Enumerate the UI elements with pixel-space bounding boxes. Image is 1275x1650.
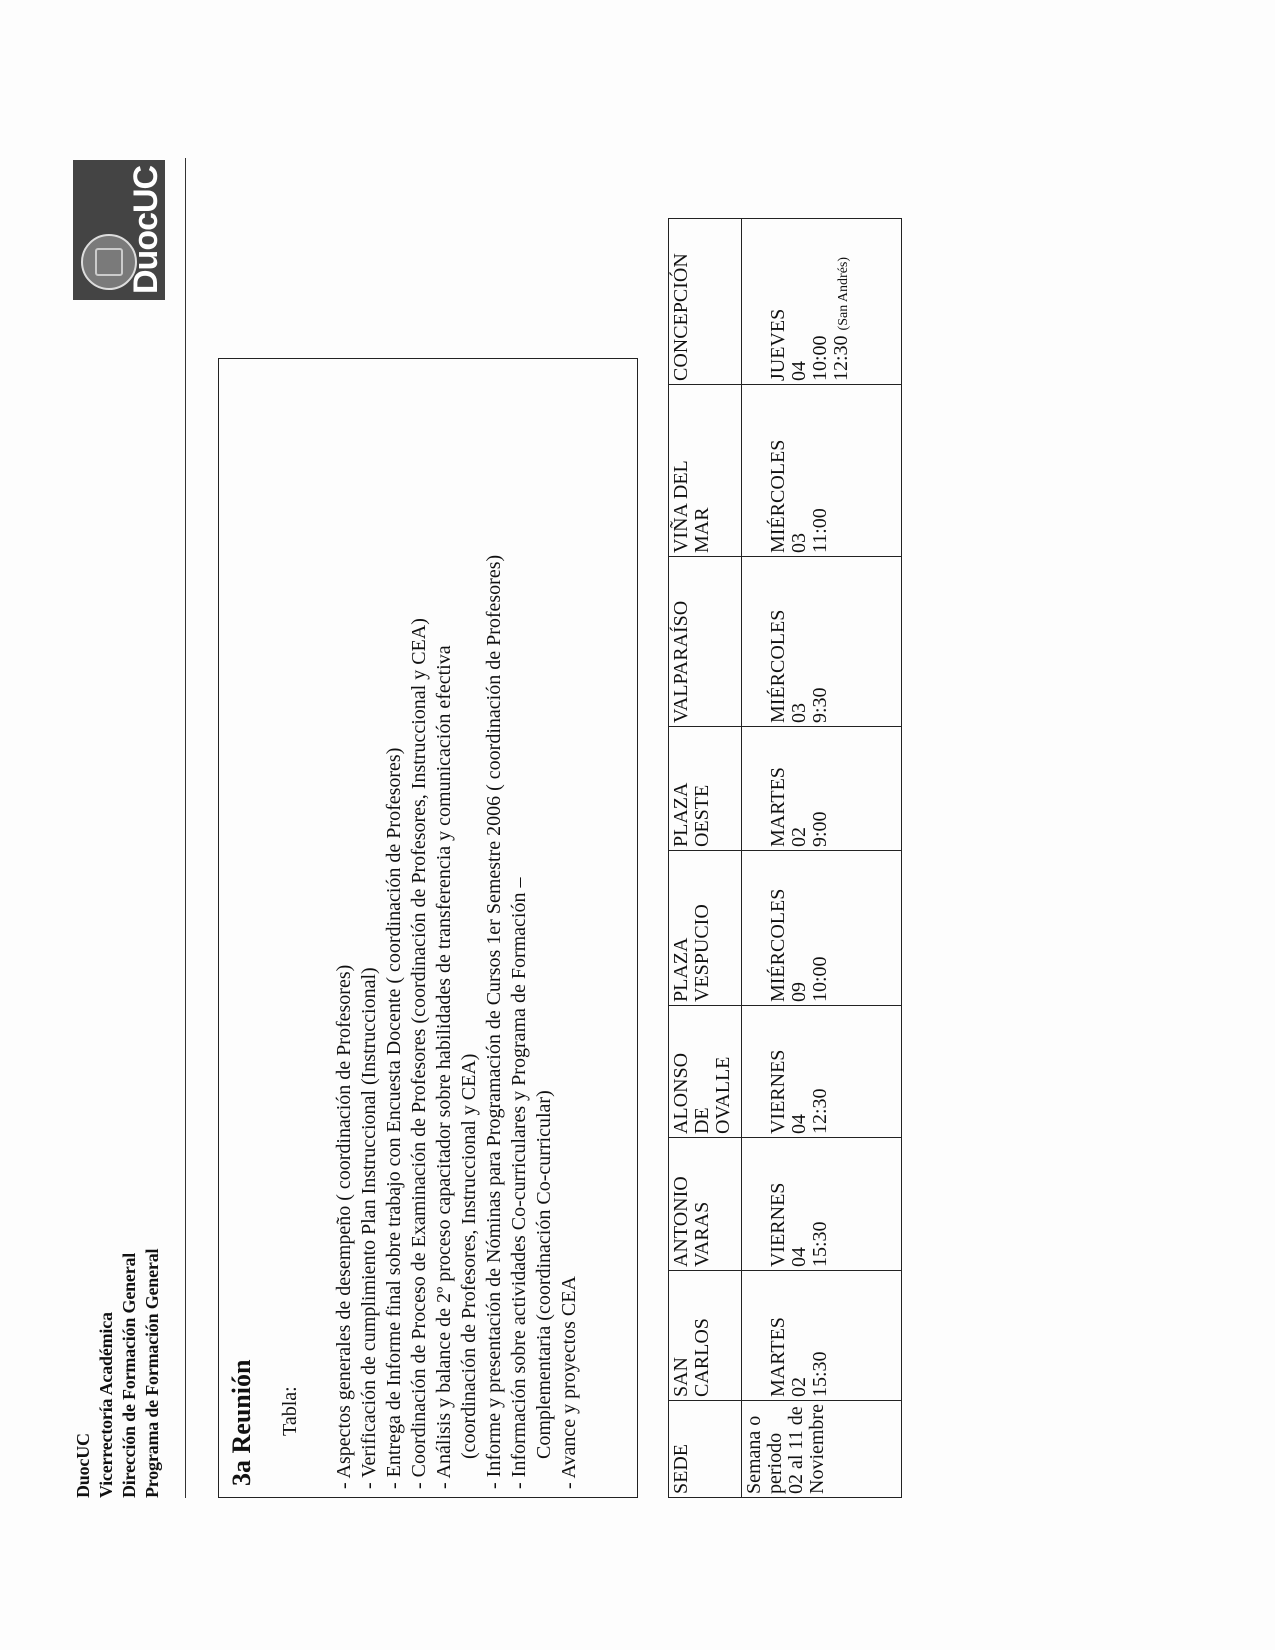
period-cell: Semana o periodo 02 al 11 de Noviembre xyxy=(742,1401,902,1498)
agenda-item: - Entrega de Informe final sobre trabajo con Encuesta Docente ( coordinación de Profesores) xyxy=(382,367,407,1497)
agenda-item-continuation: (coordinación de Profesores, Instruccional y CEA) xyxy=(458,1053,480,1459)
table-row xyxy=(742,219,902,1498)
institution-header xyxy=(72,898,164,1498)
header-plaza-vespucio: PLAZA VESPUCIO xyxy=(669,851,742,1006)
agenda-item: - Coordinación de Proceso de Examinación de Profesores (coordinación de Profesores, Instruccional y CEA) xyxy=(407,367,432,1497)
concepcion-note: (San Andrés) xyxy=(836,256,851,331)
agenda-item: - Verificación de cumplimiento Plan Instruccional (Instruccional) xyxy=(357,367,382,1497)
section-title: 3a Reunión xyxy=(227,1359,256,1486)
duocuc-logo xyxy=(73,160,165,300)
schedule-cell-plaza-vespucio: MIÉRCOLES 09 10:00 xyxy=(742,851,902,1006)
header-concepcion: CONCEPCIÓN xyxy=(669,219,742,385)
schedule-cell-vina-del-mar: MIÉRCOLES 03 11:00 xyxy=(742,385,902,557)
schedule-cell-alonso-de-ovalle: VIERNES 04 12:30 xyxy=(742,1006,902,1138)
agenda-item: - Avance y proyectos CEA xyxy=(557,367,582,1497)
header-sede: SEDE xyxy=(669,1401,742,1498)
agenda-item: - Análisis y balance de 2º proceso capacitador sobre habilidades de transferencia y comunicación efectiva xyxy=(432,367,457,1497)
schedule-cell-antonio-varas: VIERNES 04 15:30 xyxy=(742,1138,902,1271)
header-valparaiso: VALPARAÍSO xyxy=(669,557,742,727)
header-line: Dirección de Formación General xyxy=(119,1252,139,1498)
header-divider xyxy=(185,158,186,1498)
agenda-item-continuation: Complementaria (coordinación Co-curricular) xyxy=(533,1090,555,1459)
schedule-cell-concepcion: JUEVES 04 10:00 12:30 (San Andrés) xyxy=(742,219,902,385)
header-antonio-varas: ANTONIO VARAS xyxy=(669,1138,742,1271)
schedule-cell-san-carlos: MARTES 02 15:30 xyxy=(742,1271,902,1401)
header-plaza-oeste: PLAZA OESTE xyxy=(669,727,742,851)
tabla-label: Tabla: xyxy=(279,1386,301,1436)
header-vina-del-mar: VIÑA DEL MAR xyxy=(669,385,742,557)
header-san-carlos: SAN CARLOS xyxy=(669,1271,742,1401)
agenda-item: - Información sobre actividades Co-curriculares y Programa de Formación – xyxy=(507,367,532,1497)
schedule-cell-valparaiso: MIÉRCOLES 03 9:30 xyxy=(742,557,902,727)
header-line: Programa de Formación General xyxy=(142,1248,162,1498)
agenda-item: - Aspectos generales de desempeño ( coordinación de Profesores) xyxy=(332,367,357,1497)
logo-wordmark: DuocUC xyxy=(127,165,165,294)
header-line: Vicerrectoría Académica xyxy=(96,1312,116,1498)
header-line: DuocUC xyxy=(73,1433,93,1498)
schedule-table xyxy=(668,218,902,1498)
schedule-cell-plaza-oeste: MARTES 02 9:00 xyxy=(742,727,902,851)
agenda-item: - Informe y presentación de Nóminas para Programación de Cursos 1er Semestre 2006 ( coordinación de Profesores) xyxy=(482,367,507,1497)
agenda-list xyxy=(332,367,582,1497)
table-header-row xyxy=(669,219,742,1498)
meeting-agenda-box xyxy=(218,358,638,1498)
header-alonso-de-ovalle: ALONSO DE OVALLE xyxy=(669,1006,742,1138)
